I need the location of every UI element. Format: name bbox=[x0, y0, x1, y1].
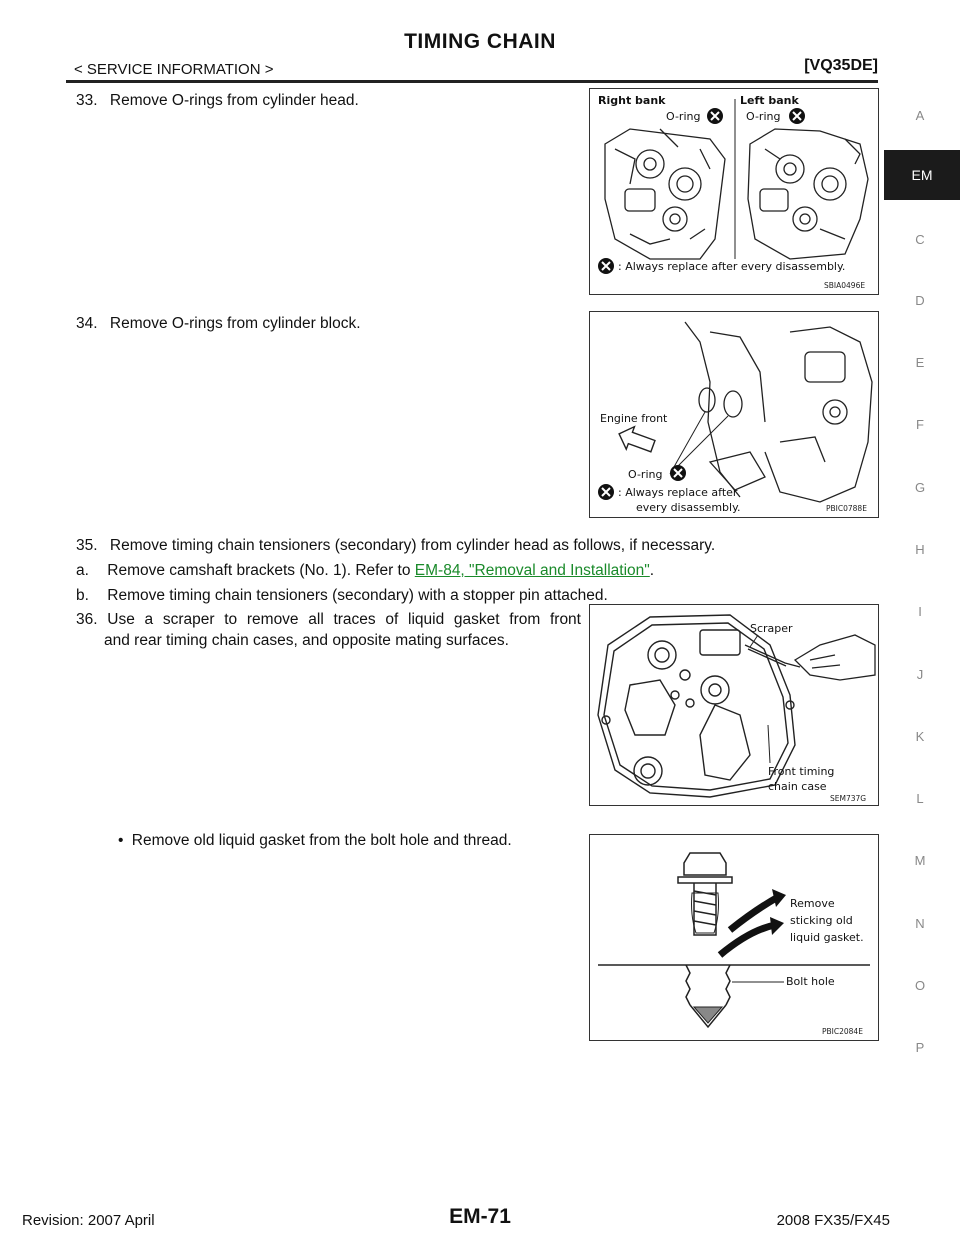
footer-vehicle: 2008 FX35/FX45 bbox=[776, 1212, 890, 1229]
left-bank-label: Left bank bbox=[740, 94, 799, 107]
step-text-line2: and rear timing chain cases, and opposite mating surfaces. bbox=[104, 632, 509, 649]
step-number: 35. bbox=[76, 537, 98, 554]
front-case-label-line2: chain case bbox=[768, 780, 827, 793]
side-tab-c[interactable]: C bbox=[915, 232, 925, 247]
remove-label-line2: sticking old bbox=[790, 914, 853, 927]
front-case-label-line1: Front timing bbox=[768, 765, 835, 778]
step-33 bbox=[76, 90, 359, 111]
bullet-text: Remove old liquid gasket from the bolt hole and thread. bbox=[131, 832, 512, 849]
figure-code: SBIA0496E bbox=[824, 281, 866, 290]
oring-label-left: O-ring bbox=[746, 110, 781, 123]
step-number: 33. bbox=[76, 92, 98, 109]
step-text: Remove O-rings from cylinder head. bbox=[109, 92, 359, 109]
remove-label-line3: liquid gasket. bbox=[790, 931, 864, 944]
remove-label-line1: Remove bbox=[790, 897, 835, 910]
step-text: Remove camshaft brackets (No. 1). Refer to bbox=[107, 562, 415, 579]
step-34 bbox=[76, 313, 361, 334]
replace-note: : Always replace after every disassembly. bbox=[618, 260, 846, 273]
cylinder-block-illustration bbox=[590, 312, 878, 517]
side-tab-h[interactable]: H bbox=[915, 542, 925, 557]
oring-label-right: O-ring bbox=[666, 110, 701, 123]
figure-scraper bbox=[589, 604, 879, 806]
right-bank-label: Right bank bbox=[598, 94, 666, 107]
side-tab-p[interactable]: P bbox=[915, 1040, 925, 1055]
figure-bolt-hole bbox=[589, 834, 879, 1041]
side-tab-m[interactable]: M bbox=[914, 853, 926, 868]
step-number: a. bbox=[76, 562, 89, 579]
footer-revision: Revision: 2007 April bbox=[22, 1212, 155, 1229]
timing-chain-case-illustration bbox=[590, 605, 878, 805]
oring-label: O-ring bbox=[628, 468, 663, 481]
scraper-label: Scraper bbox=[750, 622, 793, 635]
cylinder-head-illustration bbox=[590, 89, 878, 294]
page-title: TIMING CHAIN bbox=[404, 30, 556, 53]
step-number: 36. bbox=[76, 611, 98, 628]
side-tab-n[interactable]: N bbox=[915, 916, 925, 931]
figure-code: PBIC0788E bbox=[826, 504, 867, 513]
header-rule bbox=[66, 80, 878, 83]
side-tab-g[interactable]: G bbox=[914, 480, 926, 495]
step-text-end: . bbox=[649, 562, 655, 579]
step-36 bbox=[76, 609, 581, 651]
figure-code: PBIC2084E bbox=[822, 1027, 863, 1036]
bullet-item bbox=[118, 830, 512, 851]
step-text-line1: Use a scraper to remove all traces of liquid gasket from front bbox=[107, 611, 581, 628]
step-number: b. bbox=[76, 587, 89, 604]
side-tab-k[interactable]: K bbox=[915, 729, 925, 744]
replace-icon bbox=[707, 108, 723, 124]
bolt-hole-label: Bolt hole bbox=[786, 975, 835, 988]
step-text: Remove timing chain tensioners (secondary) from cylinder head as follows, if necessary. bbox=[109, 537, 716, 554]
bullet-marker: • bbox=[118, 832, 124, 849]
step-number: 34. bbox=[76, 315, 98, 332]
step-35b bbox=[76, 585, 608, 606]
step-text: Remove O-rings from cylinder block. bbox=[109, 315, 361, 332]
engine-front-label: Engine front bbox=[600, 412, 668, 425]
replace-icon bbox=[598, 484, 614, 500]
side-tab-o[interactable]: O bbox=[914, 978, 926, 993]
section-label: < SERVICE INFORMATION > bbox=[74, 61, 274, 78]
replace-icon bbox=[598, 258, 614, 274]
side-tab-f[interactable]: F bbox=[916, 417, 924, 432]
side-tab-em[interactable]: EM bbox=[884, 150, 960, 200]
figure-cylinder-block-orings bbox=[589, 311, 879, 518]
side-tab-l[interactable]: L bbox=[916, 791, 924, 806]
figure-code: SEM737G bbox=[830, 794, 867, 803]
model-label: [VQ35DE] bbox=[804, 57, 878, 74]
bolt-hole-illustration bbox=[590, 835, 878, 1040]
arrow-icon bbox=[615, 423, 657, 458]
side-tab-i[interactable]: I bbox=[918, 604, 922, 619]
side-tab-j[interactable]: J bbox=[916, 667, 924, 682]
step-text: Remove timing chain tensioners (secondary) with a stopper pin attached. bbox=[107, 587, 608, 604]
replace-note-line2: every disassembly. bbox=[636, 501, 741, 514]
figure-cylinder-head-orings bbox=[589, 88, 879, 295]
step-35a bbox=[76, 560, 654, 581]
side-tab-d[interactable]: D bbox=[915, 293, 925, 308]
side-tab-e[interactable]: E bbox=[915, 355, 925, 370]
side-tab-a[interactable]: A bbox=[915, 108, 925, 123]
step-35 bbox=[76, 535, 715, 556]
replace-icon bbox=[789, 108, 805, 124]
replace-icon bbox=[670, 465, 686, 481]
cross-reference-link[interactable]: EM-84, "Removal and Installation" bbox=[414, 562, 650, 579]
replace-note-line1: : Always replace after bbox=[618, 486, 738, 499]
page-number: EM-71 bbox=[449, 1205, 511, 1228]
